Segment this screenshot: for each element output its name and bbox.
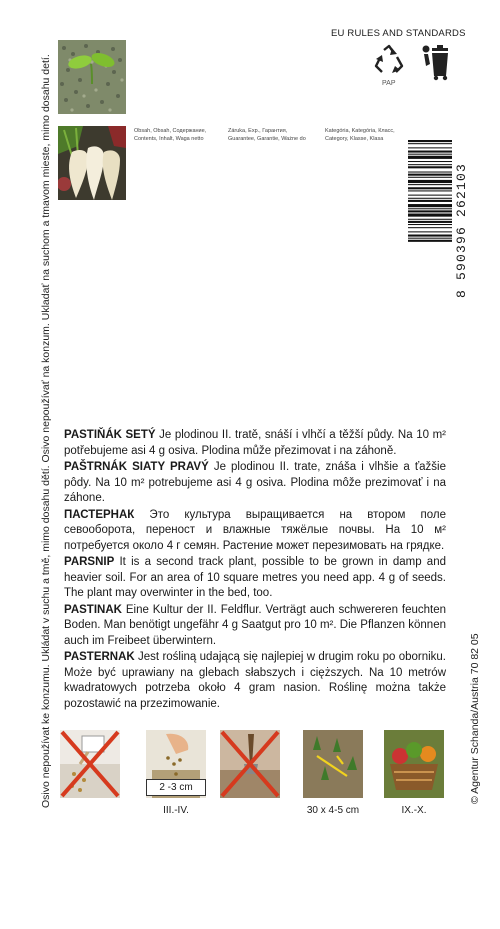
contents-info: Obsah, Obsah, Содержание, Contents, Inhalt, Waga netto bbox=[134, 128, 207, 142]
no-transplanting-pictogram bbox=[220, 730, 280, 798]
trash-bin-icon bbox=[418, 42, 452, 82]
barcode-bar bbox=[408, 177, 452, 178]
barcode-bar bbox=[408, 156, 452, 159]
barcode-bar bbox=[408, 172, 452, 173]
barcode-bar bbox=[408, 204, 452, 207]
barcode-bar bbox=[408, 161, 452, 162]
description-russian: ПАСТЕРНАК Это культура выращивается на втором поле севооборота, перенoст и влажные тяжёлые почвы. На 10 м² потребуется около 4 г семян. Растение может перезимовать на грядке. bbox=[64, 508, 446, 552]
barcode-bar bbox=[408, 224, 452, 225]
pap-label: PAP bbox=[382, 80, 396, 87]
sowing-months-label: III.-IV. bbox=[163, 805, 189, 816]
plant-spacing-pictogram bbox=[303, 730, 363, 798]
barcode-bar bbox=[408, 227, 452, 228]
sowing-depth-label: 2 -3 cm bbox=[146, 779, 206, 796]
barcode-bar bbox=[408, 190, 452, 191]
barcode-bar bbox=[408, 166, 452, 168]
barcode-bar bbox=[408, 140, 452, 142]
barcode-bar bbox=[408, 240, 452, 242]
description-english: PARSNIP It is a second track plant, possible to be grown in damp and heavier soil. For an area of 10 square metres you need app. 4 g of seeds. The plant may overwinter in the bed, too. bbox=[64, 556, 446, 599]
barcode-bar bbox=[408, 147, 452, 148]
category-info: Kategória, Kategória, Класс, Category, Klasse, Klasa bbox=[325, 128, 395, 142]
barcode-bar bbox=[408, 143, 452, 144]
barcode-bar bbox=[408, 187, 452, 189]
barcode-bar bbox=[408, 231, 452, 232]
spacing-label: 30 x 4-5 cm bbox=[306, 805, 360, 816]
description-slovak: PAŠTRNÁK SIATY PRAVÝ Je plodinou II. trate, znáša i vlhšie a ťažšie pôdy. Na 10 m² potrebujeme asi 4 g osiva. Plodina môže prezimovať i na záhone. bbox=[64, 461, 446, 504]
barcode-bar bbox=[408, 180, 452, 183]
barcode-bar bbox=[408, 210, 452, 212]
barcode-bar bbox=[408, 214, 452, 217]
barcode-bar bbox=[408, 200, 452, 202]
copyright-text: © Agentur Schanda/Austria 70 82 05 bbox=[469, 633, 481, 804]
barcode-bar bbox=[408, 221, 452, 223]
barcode-bar bbox=[408, 154, 452, 155]
barcode-bar bbox=[408, 198, 452, 199]
barcode-number: 8 590396 262103 bbox=[454, 162, 469, 298]
guarantee-info: Záruka, Exp., Гарантия, Guarantee, Garantie, Ważne do bbox=[228, 128, 306, 142]
barcode-bar bbox=[408, 164, 452, 165]
no-indoor-sowing-pictogram bbox=[60, 730, 120, 798]
barcode-bar bbox=[408, 151, 452, 153]
harvest-months-label: IX.-X. bbox=[401, 805, 427, 816]
barcode-bar bbox=[408, 235, 452, 237]
recycle-icon bbox=[372, 44, 406, 78]
barcode-bar bbox=[408, 219, 452, 220]
parsnip-roots-photo bbox=[58, 126, 126, 200]
description-czech: PASTIŇÁK SETÝ Je plodinou II. tratě, snáší i vlhčí a těžší půdy. Na 10 m² potřebujeme asi 4 g osiva. Plodina může přezimovat i na záhoně. bbox=[64, 429, 446, 457]
harvest-basket-pictogram bbox=[384, 730, 444, 798]
barcode-bar bbox=[408, 174, 452, 176]
barcode-bar bbox=[408, 208, 452, 209]
eu-rules-title: EU RULES AND STANDARDS bbox=[331, 28, 466, 39]
description-polish: PASTERNAK Jest rośliną udającą się najlepiej w drugim roku po oborniku. Może być uprawiany na glebach słabszych i cięższych. Na 10 metrów kwadratowych potrzeba około 4 gram nasion. Roślinę można także pozostawić na przezimowanie. bbox=[64, 651, 446, 710]
description-german: PASTINAK Eine Kultur der II. Feldflur. Verträgt auch schwereren feuchten Boden. Man benötigt ungefähr 4 g Saatgut pro 10 m². Die Pflanzen können auch im Freibeet überwintern. bbox=[64, 603, 446, 647]
description-block bbox=[64, 428, 446, 713]
barcode-bar bbox=[408, 184, 452, 185]
barcode-bar bbox=[408, 238, 452, 239]
barcode-bar bbox=[408, 195, 452, 196]
seedling-photo bbox=[58, 40, 126, 114]
storage-warning: Osivo nepoužívat ke konzumu. Ukládat v suchu a tmě, mimo dosahu dětí. Osivo nepoužívať na konzum. Ukladať na suchom a tmavom mieste, mimo dosahu detí. bbox=[40, 54, 52, 808]
